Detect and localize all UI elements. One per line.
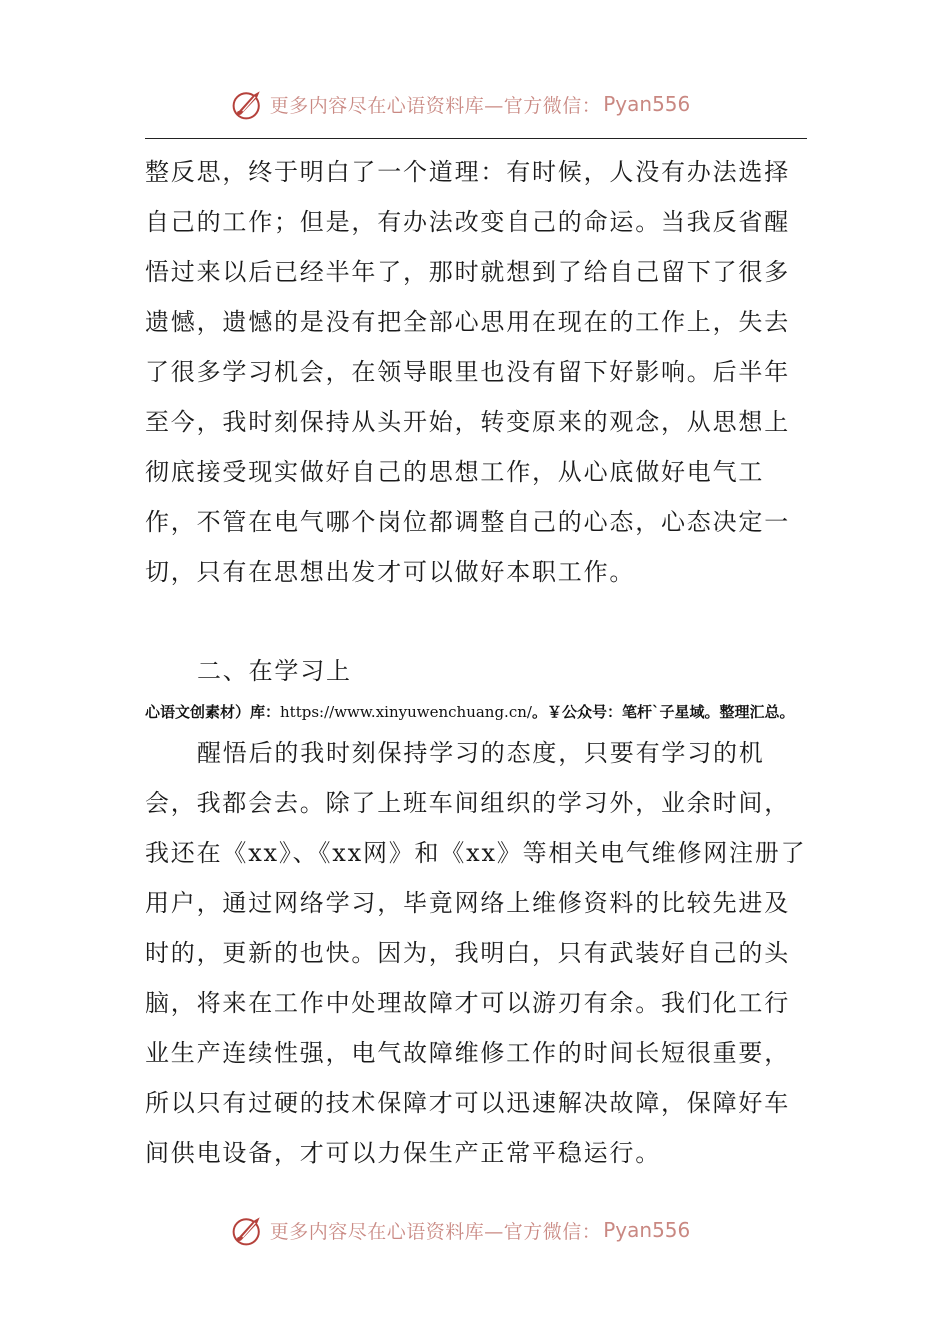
section-heading: 二、在学习上 bbox=[197, 657, 352, 685]
source-note bbox=[145, 696, 815, 724]
source-note-prefix: 心语文创素材）库： bbox=[145, 703, 281, 721]
header-banner bbox=[0, 82, 950, 126]
document-body bbox=[145, 147, 815, 1178]
footer-banner bbox=[0, 1208, 950, 1252]
pen-nib-circle-icon bbox=[230, 86, 266, 122]
banner-text: 更多内容尽在心语资料库—官方微信： bbox=[269, 1220, 602, 1243]
paragraph-learning: 醒悟后的我时刻保持学习的态度，只要有学习的机会，我都会去。除了上班车间组织的学习外，业余时间，我还在《xx》、《xx网》和《xx》等相关电气维修网注册了用户，通过网络学习，毕竟网络上维修资料的比较先进及时的，更新的也快。因为，我明白，只有武装好自己的头脑，将来在工作中处理故障才可以游刃有余。我们化工行业生产连续性强，电气故障维修工作的时间长短很重要，所以只有过硬的技术保障才可以迅速解决故障，保障好车间供电设备，才可以力保生产正常平稳运行。 bbox=[145, 739, 807, 1167]
paragraph-reflection: 整反思，终于明白了一个道理：有时候，人没有办法选择自己的工作；但是，有办法改变自己的命运。当我反省醒悟过来以后已经半年了，那时就想到了给自己留下了很多遗憾，遗憾的是没有把全部心思用在现在的工作上，失去了很多学习机会，在领导眼里也没有留下好影响。后半年至今，我时刻保持从头开始，转变原来的观念，从思想上彻底接受现实做好自己的思想工作，从心底做好电气工作，不管在电气哪个岗位都调整自己的心态，心态决定一切，只有在思想出发才可以做好本职工作。 bbox=[145, 158, 790, 586]
source-note-suffix: 。￥公众号：笔杆`子星域。整理汇总。 bbox=[531, 703, 795, 721]
header-divider bbox=[145, 138, 807, 139]
source-url: https://www.xinyuwenchuang.cn/ bbox=[280, 703, 532, 721]
banner-text: 更多内容尽在心语资料库—官方微信： bbox=[269, 94, 602, 117]
banner-wechat-id: Pyan556 bbox=[603, 92, 691, 116]
banner-wechat-id: Pyan556 bbox=[603, 1218, 691, 1242]
pen-nib-circle-icon bbox=[230, 1212, 266, 1248]
